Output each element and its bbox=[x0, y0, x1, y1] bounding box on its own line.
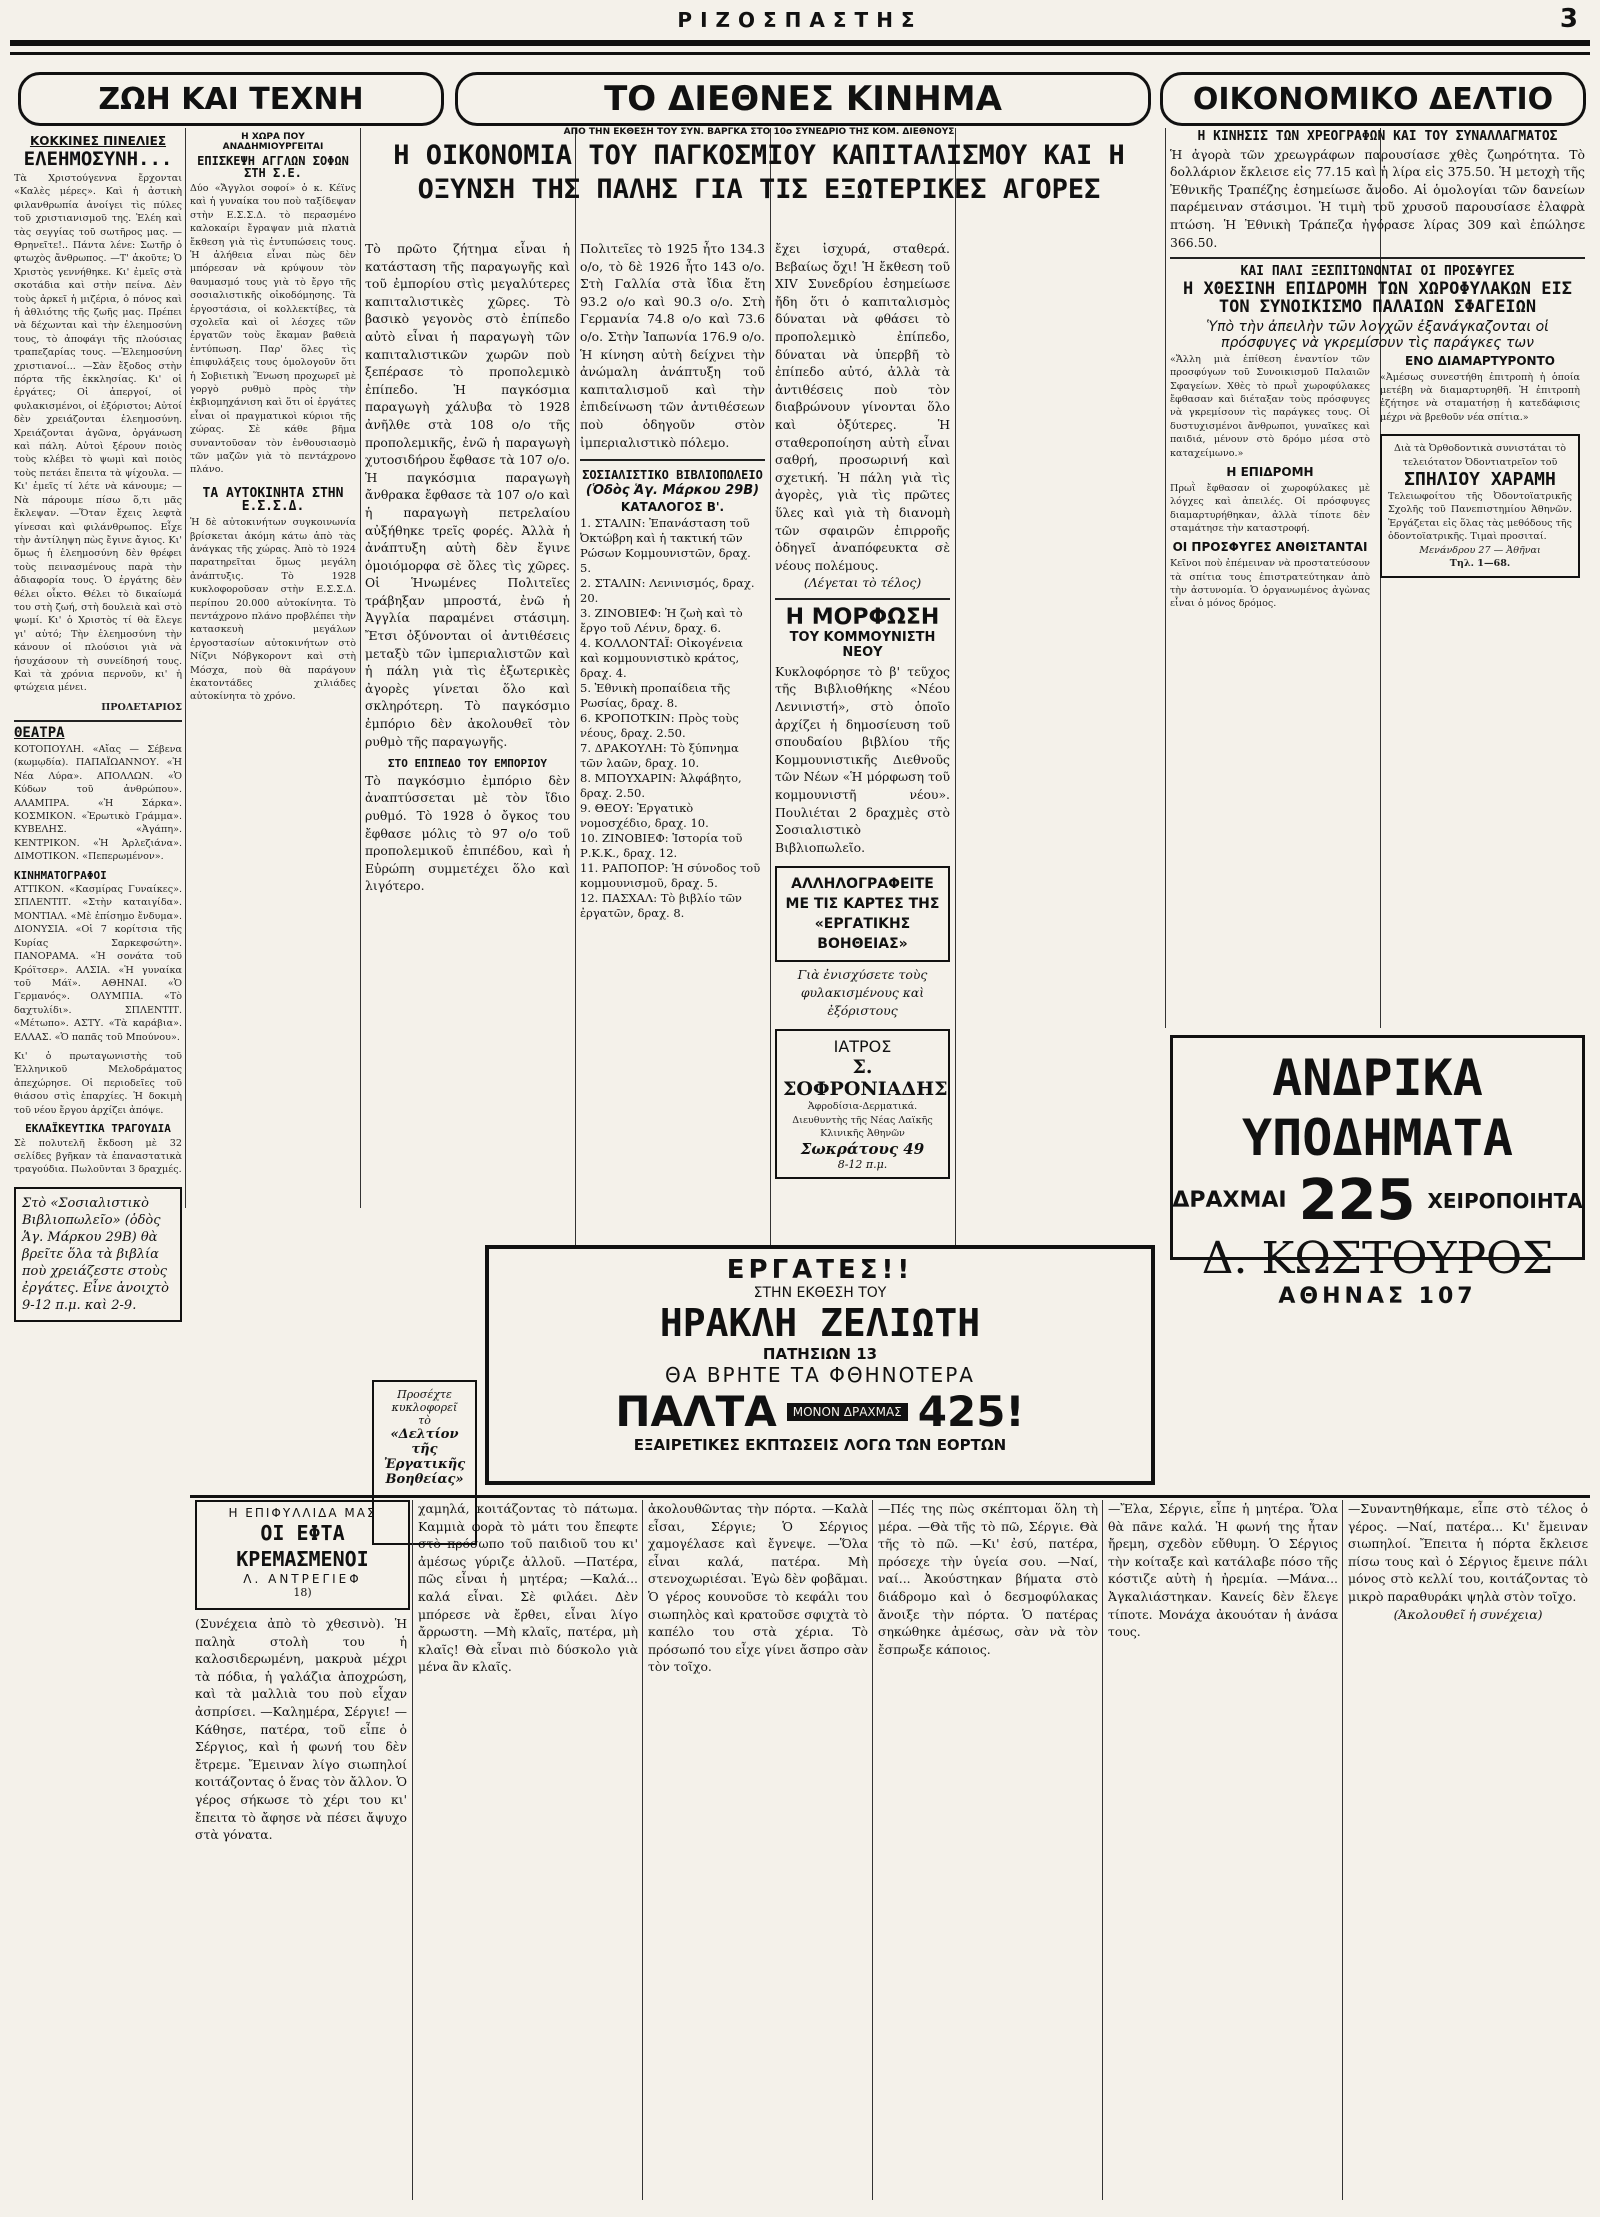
column-economy-stats bbox=[580, 240, 765, 1240]
delta-title: «Δελτίον τῆς Ἐργατικῆς Βοηθείας» bbox=[383, 1427, 466, 1487]
masthead-rule bbox=[10, 40, 1590, 46]
column-rule bbox=[412, 1500, 413, 2200]
refugees-resist-body: Κεῖνοι ποὺ ἐπέμειναν νὰ προστατεύσουν τὰ σπίτια τους ἐπιστρατεύτηκαν ἀπὸ τὴν ἀστυνομία. Ὁ ὀργανωμένος ἀγὼνας εἶναι ὁ μόνος δρόμος. bbox=[1170, 558, 1370, 610]
shoes-price: 225 bbox=[1298, 1168, 1416, 1233]
column-life-art bbox=[14, 130, 182, 2200]
serial-text: —Ἔλα, Σέργιε, εἶπε ἡ μητέρα. Ὅλα θὰ πᾶνε καλά. Ἡ φωνή της ἦταν ἤρεμη, σχεδὸν εὔθυμη. Ὁ Σέργιος τὴν κοίταξε καὶ κατάλαβε πόσο τῆς κόστιζε αὐτὴ ἡ ἠρεμία. —Μάνα... Ἀγκαλιάστηκαν. Κανείς δὲν ἔλεγε τίποτε. Μονάχα ἀκουόταν ἡ ἀνάσα τους. bbox=[1108, 1501, 1338, 1640]
column-rule bbox=[185, 128, 186, 1208]
signature: ΠΡΟΛΕΤΑΡΙΟΣ bbox=[101, 701, 182, 713]
catalog-item: 4. ΚΟΛΛΟΝΤΑΪ: Οἰκογένεια καὶ κομμουνιστικὸ κράτος, δραχ. 4. bbox=[580, 636, 743, 681]
bookshop-title: ΣΟΣΙΑΛΙΣΤΙΚΟ ΒΙΒΛΙΟΠΩΛΕΙΟ bbox=[582, 468, 763, 483]
headline: ΕΛΕΗΜΟΣΥΝΗ... bbox=[23, 148, 173, 170]
column-rule bbox=[360, 128, 361, 1208]
coats-sub: ΣΤΗΝ ΕΚΘΕΣΗ ΤΟΥ bbox=[753, 1285, 887, 1301]
bookshop-notice-box bbox=[14, 1187, 182, 1322]
raid-body: «Ἄλλη μιὰ ἐπίθεση ἐναντίον τῶν προσφύγων τοῦ Συνοικισμοῦ Παλαιῶν Σφαγείων. Χθὲς τὸ πρωῒ χωροφύλακες ἔφθασαν καὶ διέταξαν τοὺς πρόσφυγες νὰ γκρεμίσουν τὶς παράγκες τους. Οἱ δυστυχισμένοι ἄνθρωποι, γυναῖκες καὶ παιδιά, μένουν στὸ δρόμο μέσα στὸ καταχείμωνο.» bbox=[1170, 353, 1370, 459]
serial-text: ἀκολουθῶντας τὴν πόρτα. —Καλὰ εἶσαι, Σέργιε; Ὁ Σέργιος χαμογέλασε καὶ ἔγνεψε. —Ὅλα εἶναι καλά, πατέρα. Μὴ στενοχωριέσαι. Ἐγὼ δὲν φοβᾶμαι. Ὁ γέρος κουνοῦσε τὸ κεφάλι του σιωπηλὸς καὶ κρατοῦσε σφιχτὰ τὸ καπέλο του στὰ χέρια. Τὸ πρόσωπό του εἶχε γίνει ἄσπρο σὰν τὸν τοῖχο. bbox=[648, 1501, 868, 1675]
catalog-item: 3. ΖΙΝΟΒΙΕΦ: Ἡ ζωὴ καὶ τὸ ἔργο τοῦ Λένιν, δραχ. 6. bbox=[580, 606, 743, 636]
serial-rule bbox=[190, 1495, 1590, 1498]
serial-number: 18) bbox=[293, 1586, 312, 1599]
headline: ΕΠΙΣΚΕΨΗ ΑΓΓΛΩΝ ΣΟΦΩΝ ΣΤΗ Σ.Ε. bbox=[197, 153, 349, 181]
headline-cars: ΤΑ ΑΥΤΟΚΙΝΗΤΑ ΣΤΗΝ Ε.Σ.Σ.Δ. bbox=[202, 485, 344, 515]
masthead bbox=[0, 0, 1600, 40]
section-banner-economy bbox=[1160, 72, 1586, 126]
coats-footer: ΕΞΑΙΡΕΤΙΚΕΣ ΕΚΠΤΩΣΕΙΣ ΛΟΓΩ ΤΩΝ ΕΟΡΤΩΝ bbox=[633, 1436, 1007, 1454]
theatre-listings: ΚΟΤΟΠΟΥΛΗ. «Αἴας — Σέβενα (κωμῳδία). ΠΑΠΑΪΩΑΝΝΟΥ. «Ἡ Νέα Λύρα». ΑΠΟΛΛΩΝ. «Ὁ Κύδων τοῦ ἀνθρώπου». ΑΛΑΜΠΡΑ. «Ἡ Σάρκα». ΚΟΣΜΙΚΟΝ. «Ἐρωτικὸ Γράμμα». ΚΥΒΕΛΗΣ. «Ἀγάπη». ΚΕΝΤΡΙΚΟΝ. «Ἡ Ἀρλεζιάνα». ΔΙΜΟΤΙΚΟΝ. «Πεπερωμένον». bbox=[14, 743, 182, 863]
delta-line2: τὸ bbox=[418, 1414, 431, 1427]
kicker: ΚΟΚΚΙΝΕΣ ΠΙΝΕΛΙΕΣ bbox=[29, 134, 167, 148]
column-soviet bbox=[190, 130, 356, 1210]
catalog-item: 8. ΜΠΟΥΧΑΡΙΝ: Ἀλφάβητο, δραχ. 2.50. bbox=[580, 771, 742, 801]
divider bbox=[775, 598, 950, 600]
shoes-headline: ΑΝΔΡΙΚΑ ΥΠΟΔΗΜΑΤΑ bbox=[1242, 1049, 1513, 1167]
serial-column-3 bbox=[648, 1500, 868, 2205]
column-rule bbox=[1102, 1500, 1103, 2200]
securities-body: Ἡ ἀγορὰ τῶν χρεωγράφων παρουσίασε χθὲς ζωηρότητα. Τὸ δολλάριον ἔκλεισε εἰς 77.15 καὶ ἡ λίρα εἰς 375.50. Ἡ μετοχὴ τῆς Ἐθνικῆς Τραπέζης ἐσημείωσε ἄνοδο. Αἱ ὁμολογίαι τῶν δανείων παρέμειναν στάσιμοι. Ἡ τιμὴ τοῦ χρυσοῦ παρουσίασε ἐλαφρὰ πτώση. Ἡ Ἐθνικὴ Τράπεζα ἠγόρασε λίρας 309 καὶ ἐπώλησε 366.50. bbox=[1170, 146, 1585, 250]
lead-headline: Η ΟΙΚΟΝΟΜΙΑ ΤΟΥ ΠΑΓΚΟΣΜΙΟΥ ΚΑΠΙΤΑΛΙΣΜΟΥ ΚΑΙ Η ΟΞΥΝΣΗ ΤΗΣ ΠΑΛΗΣ ΓΙΑ ΤΙΣ ΕΞΩΤΕΡΙΚΕΣ ΑΓΟΡΕΣ bbox=[393, 140, 1125, 206]
cinema-title: ΚΙΝΗΜΑΤΟΓΡΑΦΟΙ bbox=[14, 868, 107, 882]
column-rule bbox=[770, 128, 771, 1328]
article-body: Τὸ πρῶτο ζήτημα εἶναι ἡ κατάσταση τῆς παραγωγῆς καὶ τοῦ ἐμπορίου στὶς μεγαλύτερες καπιταλιστικὲς χῶρες. Τὸ βασικὸ γεγονὸς στὸ ἐπίπεδο αὐτὸ εἶναι ἡ παραγωγὴ τῶν καπιταλιστικῶν χωρῶν ποὺ ξεπέρασε τὸ προπολεμικὸ ἐπίπεδο. Ἡ παγκόσμια παραγωγὴ χάλυβα τὸ 1928 ἀνῆλθε στὰ 108 ο/ο τῆς προπολεμικῆς, ἐνῶ ἡ παραγωγὴ χυτοσιδήρου ἔφθασε τὰ 107 ο/ο. Ἡ παγκόσμια παραγωγὴ ἄνθρακα ἔφθασε τὰ 107 ο/ο καὶ ἡ παραγωγὴ πετρελαίου αὐξήθηκε τρεῖς φορές. Ἀλλὰ ἡ ἀνάπτυξη αὐτὴ δὲν ἔγινε ὁμοιόμορφα σὲ ὅλες τὶς χῶρες. Οἱ Ἡνωμένες Πολιτεῖες τράβηξαν μπροστά, ἐνῶ ἡ Ἀγγλία παραμένει στάσιμη. Ἔτσι ὀξύνονται οἱ ἀντιθέσεις μεταξὺ τῶν ἰμπεριαλιστῶν καὶ ἡ πάλη γιὰ τὶς ἐξωτερικὲς ἀγορὲς γίνεται ὅλο καὶ σκληρότερη. Τὸ παγκόσμιο ἐμπόριο δὲν ἀκολουθεῖ τὸν ρυθμὸ τῆς παραγωγῆς. bbox=[365, 241, 570, 749]
column-rule bbox=[1165, 128, 1166, 1028]
morfosi-body: Κυκλοφόρησε τὸ β' τεῦχος τῆς Βιβλιοθήκης «Νέου Λενινιστή», στὸ ὁποῖο ἀρχίζει ἡ δημοσίευση τοῦ σπουδαίου βιβλίου τῆς Κομμουνιστικῆς Διεθνοῦς τῶν Νέων «Ἡ μόρφωση τοῦ κομμουνιστῆ νέου». Πουλιέται 2 δραχμὲς στὸ Σοσιαλιστικὸ Βιβλιοπωλεῖο. bbox=[775, 663, 950, 855]
closing-note: (Λέγεται τὸ τέλος) bbox=[803, 575, 922, 591]
bookshop-address: (Ὁδὸς Ἁγ. Μάρκου 29Β) bbox=[585, 482, 760, 498]
raid-column-left bbox=[1170, 353, 1370, 611]
bookshop-notice: Στὸ «Σοσιαλιστικὸ Βιβλιοπωλεῖο» (ὁδὸς Ἁγ. Μάρκου 29Β) θὰ βρεῖτε ὅλα τὰ βιβλία ποὺ χρειάζεστε στοὺς ἐργάτες. Εἶνε ἀνοιχτὸ 9-12 π.μ. καὶ 2-9. bbox=[22, 1195, 169, 1313]
article-body-cars: Ἡ δὲ αὐτοκινήτων συγκοινωνία βρίσκεται ἀκόμη κάτω ἀπὸ τὰς ἀνάγκας τῆς χώρας. Ἀπὸ τὸ 1924 παρατηρεῖται ὅμως μεγάλη ἀνάπτυξις. Τὸ 1928 κυκλοφοροῦσαν στὴν Ε.Σ.Σ.Δ. περίπου 20.000 αὐτοκίνητα. Τὸ πεντάχρονο πλάνο προβλέπει τὴν κατασκευὴ μεγάλων ἐργοστασίων αὐτοκινήτων στὸ Νίζνι Νόβγκοροντ καὶ στὴ Μόσχα, ποὺ θὰ παράγουν ἑκατοντάδες χιλιάδες αὐτοκίνητα τὸ χρόνο. bbox=[190, 517, 356, 703]
dentist-intro: Διὰ τὰ Ὀρθοδοντικὰ συνιστάται τὸ τελειότατον Ὀδοντιατρεῖον τοῦ bbox=[1393, 443, 1567, 468]
morfosi-title: Η ΜΟΡΦΩΣΗ bbox=[785, 604, 940, 630]
periodical-title: ΕΚΛΑΪΚΕΥΤΙΚΑ ΤΡΑΓΟΥΔΙΑ bbox=[25, 1121, 171, 1135]
serial-column-1 bbox=[195, 1615, 407, 2205]
doctor-label: ΙΑΤΡΟΣ bbox=[833, 1037, 892, 1057]
section-banner-life-art bbox=[18, 72, 444, 126]
letters-box bbox=[775, 866, 950, 962]
section-label: ΖΩΗ ΚΑΙ ΤΕΧΝΗ bbox=[98, 81, 364, 117]
doctor-hours: 8-12 π.μ. bbox=[837, 1158, 888, 1172]
section-banner-international bbox=[455, 72, 1151, 126]
coats-shop: ΗΡΑΚΛΗ ΖΕΛΙΩΤΗ bbox=[659, 1301, 981, 1345]
catalog-item: 11. ΡΑΠΟΠΟΡ: Ἡ σύνοδος τοῦ κομμουνισμοῦ, δραχ. 5. bbox=[580, 861, 761, 891]
doctor-name: Σ. ΣΟΦΡΟΝΙΑΔΗΣ bbox=[783, 1056, 948, 1101]
divider bbox=[1170, 257, 1585, 259]
cinema-listings: ΑΤΤΙΚΟΝ. «Κασμίρας Γυναίκες». ΣΠΛΕΝΤΙΤ. «Στὴν καταιγίδα». ΜΟΝΤΙΑΛ. «Μὲ ἐπίσημο ἔνδυμα». ΔΙΟΝΥΣΙΑ. «Οἱ 7 κορίτσια τῆς Κυρίας Σαρκεφσώτη». ΠΑΝΟΡΑΜΑ. «Ἡ σονάτα τοῦ Κρόϊτσερ». ΑΛΣΙΑ. «Ἡ γυναίκα τοῦ Μάϊ». ΑΘΗΝΑΙ. «Ὁ Γερμανός». ΟΛΥΜΠΙΑ. «Τὸ δαχτυλίδι». ΣΠΛΕΝΤΙΤ. «Μέτωπο». ΑΣΤΥ. «Τὰ καράβια». ΕΛΛΑΣ. «Ὁ παπᾶς τοῦ Μπούνου». bbox=[14, 884, 182, 1043]
serial-column-4 bbox=[878, 1500, 1098, 2205]
doctor-ad bbox=[775, 1029, 950, 1179]
doctor-description: Ἀφροδίσια-Δερματικά. Διευθυντὴς τῆς Νέας Λαϊκῆς Κλινικῆς Ἀθηνῶν bbox=[792, 1101, 933, 1139]
letters-note: Γιὰ ἐνισχύσετε τοὺς φυλακισμένους καὶ ἐξόριστους bbox=[797, 967, 928, 1018]
subhead-trade: ΣΤΟ ΕΠΙΠΕΔΟ ΤΟΥ ΕΜΠΟΡΙΟΥ bbox=[388, 757, 547, 771]
page-number: 3 bbox=[1559, 4, 1578, 34]
divider bbox=[14, 720, 182, 722]
headline-securities: Η ΚΙΝΗΣΙΣ ΤΩΝ ΧΡΕΟΓΡΑΦΩΝ ΚΑΙ ΤΟΥ ΣΥΝΑΛΛΑΓΜΑΤΟΣ bbox=[1197, 129, 1558, 144]
catalog-item: 1. ΣΤΑΛΙΝ: Ἐπανάσταση τοῦ Ὀκτώβρη καὶ ἡ τακτική τῶν Ρώσων Κομμουνιστῶν, δραχ. 5. bbox=[580, 516, 751, 576]
shoes-brand: Δ. ΚΩΣΤΟΥΡΟΣ bbox=[1201, 1233, 1554, 1284]
article-body: Πολιτεῖες τὸ 1925 ἦτο 134.3 ο/ο, τὸ δὲ 1926 ἦτο 143 ο/ο. Στὴ Γαλλία στὰ ἴδια ἔτη 93.2 ο/ο καὶ 90.3 ο/ο. Στὴ Γερμανία 74.8 ο/ο καὶ 73.6 ο/ο. Στὴν Ἰαπωνία 176.9 ο/ο. Ἡ κίνηση αὐτὴ δείχνει τὴν ἀνώμαλη ἀνάπτυξη τοῦ καπιταλισμοῦ καὶ τὴν ἐπιδείνωση τῶν ἀντιθέσεων ποὺ ὁδηγοῦν στὸν ἰμπεριαλιστικὸ πόλεμο. bbox=[580, 241, 765, 450]
article-body-trade: Τὸ παγκόσμιο ἐμπόριο δὲν ἀναπτύσσεται μὲ τὸν ἴδιο ρυθμό. Τὸ 1928 ὁ ὄγκος του ἔφθασε μόλις τὸ 97 ο/ο τοῦ προπολεμικοῦ ἐπιπέδου, καὶ ἡ Εὐρώπη συμμετέχει ὅλο καὶ λιγότερο. bbox=[365, 772, 570, 894]
protest-body: «Ἀμέσως συνεστήθη ἐπιτροπὴ ἡ ὁποία μετέβη νὰ διαμαρτυρηθῆ. Ἡ ἐπιτροπὴ ἐζήτησε νὰ σταματήσῃ ἡ κατεδάφισις μέχρι νὰ βρεθοῦν νέα σπίτια.» bbox=[1380, 371, 1580, 423]
serial-closing: (Ἀκολουθεῖ ἡ συνέχεια) bbox=[1393, 1606, 1543, 1622]
coats-headline: ΕΡΓΑΤΕΣ!! bbox=[726, 1255, 914, 1285]
column-rule bbox=[872, 1500, 873, 2200]
serial-author: Λ. ΑΝΤΡΕΓΙΕΦ bbox=[243, 1572, 362, 1586]
catalog-item: 9. ΘΕΟΥ: Ἐργατικὸ νομοσχέδιο, δραχ. 10. bbox=[580, 801, 709, 831]
dentist-phone: Τηλ. 1—68. bbox=[1449, 557, 1511, 569]
article-body: Τὰ Χριστούγεννα ἔρχονται «Καλὲς μέρες». Καὶ ἡ ἀστικὴ φιλανθρωπία ἀνοίγει τὶς πύλες τοῦ χριστιανισμοῦ της. Ἐλέη καὶ τὰς σεγγίας τοῦ σωτῆρος μας. —Θρηνεῖτε!.. Πάντα λένε: Σωτῆρ ὁ φτωχὸς ἄνθρωπος. —Τ' ἀκοῦτε; Ὁ Χριστὸς γεννήθηκε. Κι' ἐμεῖς στὰ σκοτάδια καὶ στὴν πείνα. Δὲν τοὺς ἀρκεῖ ἡ μιζέρια, ὁ πόνος καὶ ἡ ἀθλιότης τῆς ζωῆς μας. Πρέπει νὰ δέχωνται καὶ τὴν ἐλεημοσύνη τους, τὸ ἀποφάγι τῆς πλούσιας τραπεζαρίας τους. —Ἐλεημοσύνη χριστιανοί... —Σὰν ἔξοδος στὴν πόρτα τῆς ἐκκλησίας. Κι' οἱ ἐργάτες; Οἱ ἀπεργοί, οἱ φυλακισμένοι, οἱ ἐξόριστοι; Αὐτοί δὲν χρειάζονται ἐλεημοσύνη. Χρειάζονται ἀγῶνα, ὀργάνωση καὶ πάλη. Αὐτοὶ ξέρουν ποιὸς τοὺς κλέβει τὸ ψωμὶ καὶ ποιὸς τοὺς πετάει ἔπειτα τὰ ψίχουλα. —Κι' ἐμεῖς τί λέτε νὰ κάνουμε; —Νὰ πάρουμε πίσω ὅ,τι μᾶς ἔκλεψαν. —Ὅταν ἔχεις λεφτὰ γίνεσαι καὶ φιλάνθρωπος. Εἶχε τὴν ἀντίληψη πὼς ἔγινε ἄγιος. Κι' ὅμως ἡ ἐλεημοσύνη δὲν θρέφει τοὺς πεινασμένους παρὰ τὴν ἀδιαφορία τους. Ὁ ἐργάτης δὲν θέλει οἶκτο. Θέλει τὸ δικαίωμά του στὴ ζωή, στὴ δουλειὰ καὶ στὸ ψωμί. Κι' ὁ Χριστὸς τί θὰ ἔλεγε γι' αὐτό; Τὴν ἐλεημοσύνη τὴν κάνουν οἱ πλούσιοι γιὰ νὰ ἡσυχάσουν τὴ συνείδησή τους. Καὶ τὰ χρόνια περνοῦν, κι' ἡ φτώχεια μένει. bbox=[14, 172, 182, 694]
shoes-price-label: ΔΡΑΧΜΑΙ bbox=[1172, 1188, 1287, 1213]
catalog-label: ΚΑΤΑΛΟΓΟΣ Β'. bbox=[620, 499, 725, 514]
theatre-note: Κι' ὁ πρωταγωνιστὴς τοῦ Ἑλληνικοῦ Μελοδράματος ἀπεχώρησε. Οἱ περιοδεῖες τοῦ θιάσου στὶς ἐπαρχίες. Ἡ δοκιμὴ τοῦ νέου ἔργου ἀρχίζει ἀπόψε. bbox=[14, 1050, 182, 1116]
catalog-item: 7. ΔΡΑΚΟΥΛΗ: Τὸ ξύπνημα τῶν λαῶν, δραχ. 10. bbox=[580, 741, 739, 771]
periodical-body: Σὲ πολυτελῆ ἔκδοση μὲ 32 σελίδες βγῆκαν τὰ ἐπαναστατικὰ τραγούδια. Πωλοῦνται 3 δραχμές. bbox=[14, 1137, 182, 1176]
book-catalog bbox=[580, 516, 765, 921]
shoes-price-row bbox=[1173, 1168, 1582, 1233]
catalog-item: 12. ΠΑΣΧΑΛ: Τὸ βιβλίο τῶν ἐργατῶν, δραχ. 8. bbox=[580, 891, 742, 921]
catalog-item: 5. Ἐθνικὴ προπαίδεια τῆς Ρωσίας, δραχ. 8. bbox=[580, 681, 731, 711]
catalog-item: 6. ΚΡΟΠΟΤΚΙΝ: Πρὸς τοὺς νέους, δραχ. 2.50. bbox=[580, 711, 739, 741]
serial-column-6 bbox=[1348, 1500, 1588, 2205]
shoes-handmade: ΧΕΙΡΟΠΟΙΗΤΑ bbox=[1427, 1188, 1583, 1213]
column-economy-lead bbox=[365, 240, 570, 1240]
kicker: ΑΠΟ ΤΗΝ ΕΚΘΕΣΗ ΤΟΥ ΣΥΝ. ΒΑΡΓΚΑ ΣΤΟ 10ο ΣΥΝΕΔΡΙΟ ΤΗΣ ΚΟΜ. ΔΙΕΘΝΟΥΣ bbox=[563, 127, 955, 137]
masthead-rule-thin bbox=[10, 52, 1590, 55]
serial-text: (Συνέχεια ἀπὸ τὸ χθεσινὸ). Ἡ παληὰ στολὴ του ἡ καλοσιδερωμένη, μακρυὰ μέχρι τὰ πόδια, ἡ γαλάζια ἀποχρώση, καὶ τὰ μαλλιὰ του ποὺ εἶχαν ἀσπρίσει. —Καλημέρα, Σέργιε! —Κάθησε, πατέρα, τοῦ εἶπε ὁ Σέργιος, καὶ ἡ φωνή του δὲν ἔτρεμε. Ἔμειναν λίγο σιωπηλοί κοιτάζοντας ὁ ἕνας τὸν ἄλλον. Ὁ γέρος σήκωσε τὸ χέρι του κι' ἔπειτα τὸ ἄφησε νὰ πέσει ἄψυχο στὰ γόνατα. bbox=[195, 1616, 407, 1843]
dentist-address: Μενάνδρου 27 — Ἀθῆναι bbox=[1419, 544, 1541, 556]
paper-name: ΡΙΖΟΣΠΑΣΤΗΣ bbox=[677, 8, 923, 32]
serial-title: ΟΙ ΕΦΤΑ ΚΡΕΜΑΣΜΕΝΟΙ bbox=[236, 1521, 369, 1571]
dentist-body: Τελειωφοίτου τῆς Ὀδοντοϊατρικῆς Σχολῆς τοῦ Πανεπιστημίου Ἀθηνῶν. Ἐργάζεται εἰς ὅλας τὰς μεθόδους τῆς ὀδοντοϊατρικῆς. Τιμαὶ προσιταί. bbox=[1388, 490, 1572, 543]
catalog-item: 10. ΖΙΝΟΒΙΕΦ: Ἱστορία τοῦ Ρ.Κ.Κ., δραχ. 12. bbox=[580, 831, 743, 861]
doctor-address: Σωκράτους 49 bbox=[800, 1140, 925, 1159]
column-economic-bulletin bbox=[1170, 128, 1585, 1028]
shoes-ad bbox=[1170, 1035, 1585, 1309]
coats-product: ΠΑΛΤΑ bbox=[615, 1387, 777, 1436]
coats-line: ΘΑ ΒΡΗΤΕ ΤΑ ΦΘΗΝΟΤΕΡΑ bbox=[665, 1363, 975, 1387]
column-rule bbox=[1342, 1500, 1343, 2200]
coats-price-label: ΜΟΝΟΝ ΔΡΑΧΜΑΣ bbox=[787, 1403, 908, 1421]
column-rule bbox=[642, 1500, 643, 2200]
shoes-address: ΑΘΗΝΑΣ 107 bbox=[1278, 1284, 1477, 1309]
column-morfosi bbox=[775, 240, 950, 1240]
serial-text: —Συναντηθήκαμε, εἶπε στὸ τέλος ὁ γέρος. —Ναί, πατέρα... Κι' ἔμειναν σιωπηλοί. Ἔπειτα ἡ πόρτα ἔκλεισε πίσω τους καὶ ὁ Σέργιος ἔμεινε πάλι μόνος στὸ κελλί του, κοιτάζοντας τὸ μικρὸ παραθυράκι ψηλὰ στὸν τοῖχο. bbox=[1348, 1501, 1588, 1604]
raid-subtitle: Ὑπὸ τὴν ἀπειλὴν τῶν λογχῶν ἐξανάγκαζονται οἱ πρόσφυγες νὰ γκρεμίσουν τὶς παράγκες των bbox=[1206, 318, 1549, 351]
serial-heading-box bbox=[195, 1500, 410, 1610]
raid-body-2: Πρωῒ ἔφθασαν οἱ χωροφύλακες μὲ λόγχες καὶ ἀπειλές. Οἱ πρόσφυγες διαμαρτυρήθηκαν, ἀλλὰ τίποτε δὲν σταμάτησε τὴν καταστροφή. bbox=[1170, 482, 1370, 534]
section-label: ΤΟ ΔΙΕΘΝΕΣ ΚΙΝΗΜΑ bbox=[604, 79, 1002, 119]
coats-price-row bbox=[489, 1387, 1151, 1436]
divider bbox=[580, 459, 765, 461]
section-label: ΟΙΚΟΝΟΜΙΚΟ ΔΕΛΤΙΟ bbox=[1192, 81, 1554, 117]
catalog-item: 2. ΣΤΑΛΙΝ: Λενινισμός, δραχ. 20. bbox=[580, 576, 755, 606]
delta-line1: Προσέχτε κυκλοφορεῖ bbox=[391, 1388, 458, 1414]
dentist-name: ΣΠΗΛΙΟΥ ΧΑΡΑΜΗ bbox=[1404, 468, 1556, 490]
serial-text: χαμηλά, κοιτάζοντας τὸ πάτωμα. Καμμιὰ φορὰ τὸ μάτι του ἔπεφτε στὸ πρόσωπο τοῦ παιδιοῦ του κι' ἀμέσως γύριζε ἀλλοῦ. —Πατέρα, πῶς εἶναι ἡ μητέρα; —Καλά... καλά εἶναι. Σὲ φιλάει. Δὲν μπόρεσε νὰ ἔρθει, εἶναι λίγο ἄρρωστη. —Μὴ κλαῖς, πατέρα, μὴ κλαῖς! Θὰ εἶναι πιὸ δύσκολο γιὰ μένα ἂν κλαῖς. bbox=[418, 1501, 638, 1675]
protest-subhead: ΕΝΟ ΔΙΑΜΑΡΤΥΡΟΝΤΟ bbox=[1405, 353, 1555, 368]
coats-ad bbox=[485, 1245, 1155, 1485]
serial-column-2 bbox=[418, 1500, 638, 2205]
morfosi-subtitle: ΤΟΥ ΚΟΜΜΟΥΝΙΣΤΗ ΝΕΟΥ bbox=[789, 629, 936, 660]
dentist-ad bbox=[1380, 434, 1580, 578]
letters-box-text: ΑΛΛΗΛΟΓΡΑΦΕΙΤΕ ΜΕ ΤΙΣ ΚΑΡΤΕΣ ΤΗΣ «ΕΡΓΑΤΙΚΗΣ ΒΟΗΘΕΙΑΣ» bbox=[785, 876, 940, 953]
coats-price: 425! bbox=[917, 1387, 1025, 1436]
raid-column-right bbox=[1380, 353, 1580, 611]
kicker: Η ΧΩΡΑ ΠΟΥ ΑΝΑΔΗΜΙΟΥΡΓΕΙΤΑΙ bbox=[222, 132, 324, 153]
article-body: Δύο «Ἄγγλοι σοφοί» ὁ κ. Κέϊνς καὶ ἡ γυναίκα του ποὺ ταξίδεψαν στὴν Ε.Σ.Σ.Δ. τὸ περασμένο καλοκαίρι ἔγραψαν μιὰ πλατιὰ ἔκθεση γιὰ τὶς ἐντυπώσεις τους. Ἡ ἀλήθεια εἶναι πὼς δὲν μπόρεσαν νὰ κρύψουν τὸν θαυμασμό τους γιὰ τὸ ἔργο τῆς σοσιαλιστικῆς οἰκοδόμησης. Τὰ ἐργοστάσια, οἱ κολλεκτίβες, τὰ σχολεῖα καὶ οἱ λέσχες τῶν ἐργατῶν τοὺς ἔκαμαν βαθειὰ ἐντύπωση. Παρ' ὅλες τὶς ἐπιφυλάξεις τους ὁμολογοῦν ὅτι ἡ Σοβιετικὴ Ἕνωση προχωρεῖ μὲ γοργὸ ρυθμὸ πρὸς τὴν ἐκβιομηχάνιση καὶ ὅτι οἱ ἐργάτες εἶναι οἱ πραγματικοὶ κύριοι τῆς χώρας. Σὲ κάθε βῆμα συναντοῦσαν τὸν ἐνθουσιασμὸ τῶν μαζῶν γιὰ τὸ πεντάχρονο πλάνο. bbox=[190, 182, 356, 476]
raid-subhead: Η ΕΠΙΔΡΟΜΗ bbox=[1226, 464, 1314, 479]
headline-refugees: ΚΑΙ ΠΑΛΙ ΞΕΣΠΙΤΩΝΟΝΤΑΙ ΟΙ ΠΡΟΣΦΥΓΕΣ bbox=[1240, 264, 1515, 280]
lead-headline-block bbox=[365, 125, 1153, 235]
serial-column-5 bbox=[1108, 1500, 1338, 2205]
serial-kicker: Η ΕΠΙΦΥΛΛΙΔΑ ΜΑΣ bbox=[228, 1506, 377, 1520]
raid-columns bbox=[1170, 353, 1585, 611]
theatre-title: ΘΕΑΤΡΑ bbox=[14, 725, 65, 742]
column-rule bbox=[575, 128, 576, 1328]
column-rule bbox=[955, 128, 956, 1328]
article-body: ἔχει ἰσχυρά, σταθερά. Βεβαίως ὄχι! Ἡ ἔκθεση τοῦ XIV Συνεδρίου ἐσημείωσε ἤδη ὅτι ὁ καπιταλισμὸς δύναται νὰ φθάσει τὸ προπολεμικὸ ἐπίπεδο, δύναται νὰ ὑπερβῆ τὸ ἐπίπεδο αὐτό, ἀλλὰ τὰ ἀντιθέσεις ποὺ τὸν διαβρώνουν γίνονται ὅλο καὶ ὀξύτερες. Ἡ σταθεροποίηση αὐτὴ εἶναι σαθρή, προσωρινή καὶ σχετική. Ἡ πάλη γιὰ τὶς ἀγορὲς, γιὰ τὶς πρῶτες ὕλες καὶ γιὰ τὴ διανομὴ τῶν σφαιρῶν ἐπιρροῆς ὁδηγεῖ ἀναπόφευκτα σὲ νέους πολέμους. bbox=[775, 241, 950, 573]
headline-raid: Η ΧΘΕΣΙΝΗ ΕΠΙΔΡΟΜΗ ΤΩΝ ΧΩΡΟΦΥΛΑΚΩΝ ΕΙΣ ΤΟΝ ΣΥΝΟΙΚΙΣΜΟ ΠΑΛΑΙΩΝ ΣΦΑΓΕΙΩΝ bbox=[1183, 278, 1572, 317]
coats-street: ΠΑΤΗΣΙΩΝ 13 bbox=[762, 1345, 878, 1363]
serial-text: —Πές της πὼς σκέπτομαι ὅλη τὴ μέρα. —Θὰ τῆς τὸ πῶ, Σέργιε. Θὰ τῆς τὸ πῶ. —Κι' ἐσύ, πατέρα, πρόσεχε τὴν ὑγεία σου. —Ναί, ναί... Ἀκούστηκαν βήματα στὸ διάδρομο καὶ ὁ δεσμοφύλακας ἄνοιξε τὴν πόρτα. Ὁ πατέρας σηκώθηκε ἀμέσως, σὰν νὰ τὸν ἔσπρωξε κάποιος. bbox=[878, 1501, 1098, 1657]
refugees-resist-subhead: ΟΙ ΠΡΟΣΦΥΓΕΣ ΑΝΘΙΣΤΑΝΤΑΙ bbox=[1172, 540, 1368, 555]
